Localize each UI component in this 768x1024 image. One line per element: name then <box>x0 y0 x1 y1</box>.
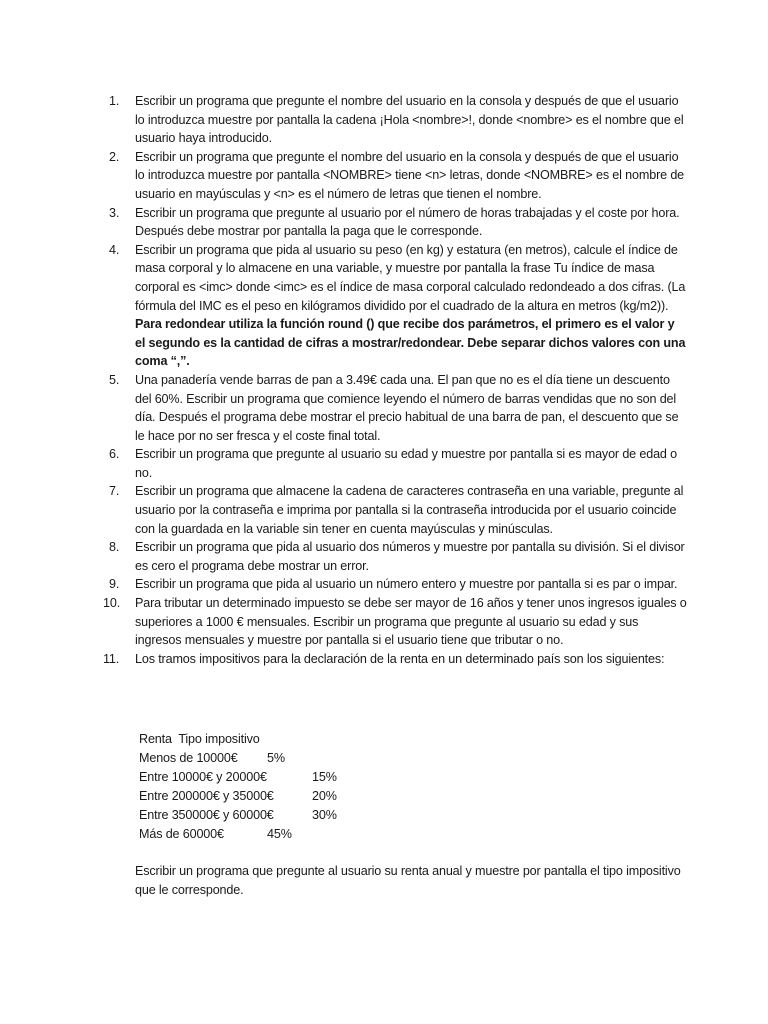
exercise-number: 11. <box>103 651 120 666</box>
exercise-text: Escribir un programa que pida al usuario su peso (en kg) y estatura (en metros), calcule el índice de masa corporal y lo almacene en una variable, y muestre por pantalla la frase Tu índice de masa corporal es <imc> donde <imc> es el índice de masa corporal calculado redondeado a dos cifras. (La fórmula del IMC es el peso en kilógramos dividido por el cuadrado de la altura en metros (kg/m2)). <box>135 242 686 313</box>
tax-range: Entre 10000€ y 20000€ <box>139 770 267 784</box>
closing-paragraph: Escribir un programa que pregunte al usuario su renta anual y muestre por pantalla el tipo impositivo que le corresponde. <box>135 864 681 897</box>
tax-range: Entre 200000€ y 35000€ <box>139 789 274 803</box>
tax-rate: 5% <box>267 751 285 765</box>
exercise-number: 4. <box>109 242 120 257</box>
exercise-item-11 <box>100 650 688 669</box>
exercise-item-4 <box>100 241 688 371</box>
exercise-text: Escribir un programa que pregunte al usuario su edad y muestre por pantalla si es mayor de edad o no. <box>135 447 677 480</box>
exercise-item-7 <box>100 482 688 538</box>
exercise-item-5 <box>100 371 688 445</box>
exercise-number: 6. <box>109 447 120 462</box>
exercise-list <box>100 92 688 668</box>
exercise-item-3 <box>100 204 688 241</box>
exercise-number: 9. <box>109 577 120 592</box>
exercise-text: Escribir un programa que pida al usuario un número entero y muestre por pantalla si es par o impar. <box>135 577 678 592</box>
exercise-text: Escribir un programa que almacene la cadena de caracteres contraseña en una variable, pregunte al usuario por la contraseña e imprima por pantalla si la contraseña introducida por el usuario coincide con la guardada en la variable sin tener en cuenta mayúsculas y minúsculas. <box>135 484 684 536</box>
exercise-item-8 <box>100 538 688 575</box>
tax-rate: 20% <box>312 789 337 803</box>
exercise-number: 10. <box>103 596 121 611</box>
tax-table-header-text: Renta Tipo impositivo <box>139 732 260 746</box>
exercise-number: 8. <box>109 540 120 555</box>
exercise-text: Escribir un programa que pida al usuario dos números y muestre por pantalla su división. Si el divisor es cero el programa debe mostrar un error. <box>135 540 685 573</box>
tax-range: Entre 350000€ y 60000€ <box>139 808 274 822</box>
exercise-number: 1. <box>109 94 120 108</box>
exercise-number: 7. <box>109 484 120 499</box>
exercise-item-2 <box>100 148 688 204</box>
exercise-bold-text: Para redondear utiliza la función round () que recibe dos parámetros, el primero es el valor y el segundo es la cantidad de cifras a mostrar/redondear. Debe separar dichos valores con una coma “,”. <box>135 317 686 369</box>
exercise-text: Escribir un programa que pregunte al usuario por el número de horas trabajadas y el coste por hora. Después debe mostrar por pantalla la paga que le corresponde. <box>135 205 680 239</box>
exercise-number: 2. <box>109 149 120 164</box>
exercise-text: Escribir un programa que pregunte el nombre del usuario en la consola y después de que el usuario lo introduzca muestre por pantalla la cadena ¡Hola <nombre>!, donde <nombre> es el nombre que el usuario haya introducido. <box>135 94 684 146</box>
tax-rate: 15% <box>312 770 337 784</box>
exercise-number: 5. <box>109 372 120 387</box>
exercise-text: Para tributar un determinado impuesto se debe ser mayor de 16 años y tener unos ingresos iguales o superiores a 1000 € mensuales. Escribir un programa que pregunte al usuario su edad y sus ingresos mensuales y muestre por pantalla si el usuario tiene que tributar o no. <box>135 596 687 648</box>
tax-range: Más de 60000€ <box>139 827 224 841</box>
tax-rate: 45% <box>267 827 292 841</box>
exercise-text: Una panadería vende barras de pan a 3.49€ cada una. El pan que no es el día tiene un descuento del 60%. Escribir un programa que comience leyendo el número de barras vendidas que no son del día. Después el programa debe mostrar el precio habitual de una barra de pan, el descuento que se le hace por no ser fresca y el coste final total. <box>135 372 679 443</box>
exercise-item-10 <box>100 594 688 650</box>
exercise-number: 3. <box>109 205 120 220</box>
exercise-item-6 <box>100 445 688 482</box>
exercise-text: Escribir un programa que pregunte el nombre del usuario en la consola y después de que el usuario lo introduzca muestre por pantalla <NOMBRE> tiene <n> letras, donde <NOMBRE> es el nombre de usuario en mayúsculas y <n> es el número de letras que tienen el nombre. <box>135 149 685 201</box>
tax-rate: 30% <box>312 808 337 822</box>
tax-range: Menos de 10000€ <box>139 751 238 765</box>
exercise-text: Los tramos impositivos para la declaración de la renta en un determinado país son los siguientes: <box>135 651 665 666</box>
exercise-item-1 <box>100 92 688 148</box>
exercise-item-9 <box>100 575 688 594</box>
